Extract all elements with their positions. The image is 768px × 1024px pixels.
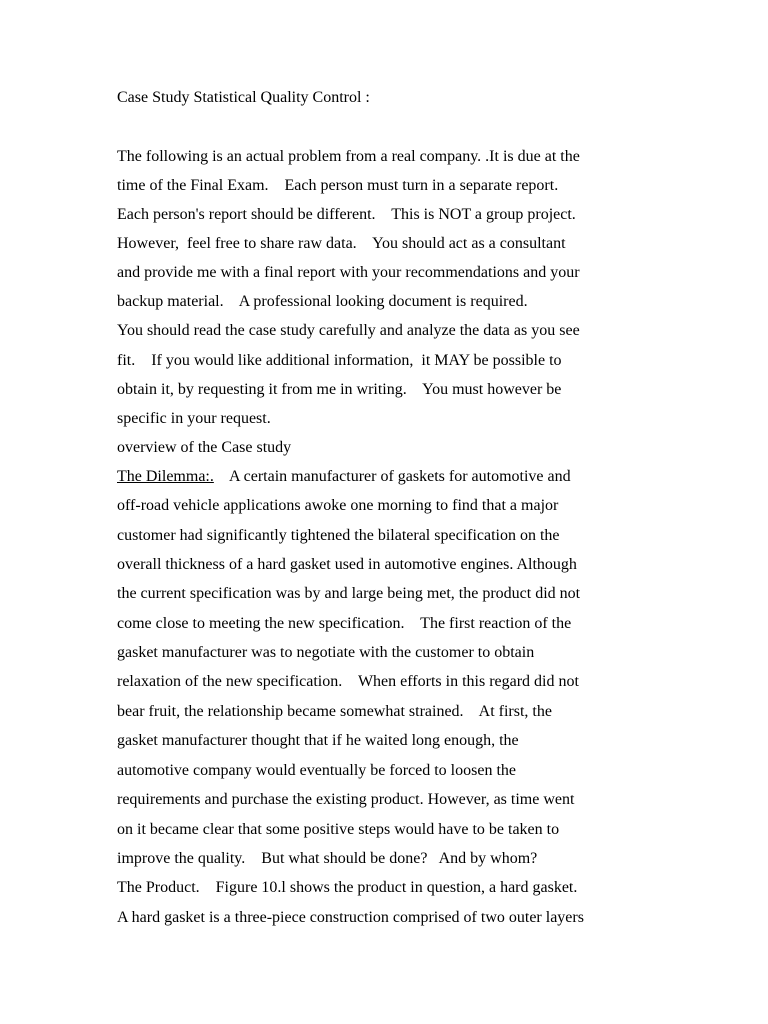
dilemma-first-line-text: A certain manufacturer of gaskets for automotive and xyxy=(213,468,571,485)
dilemma-line: bear fruit, the relationship became somewhat strained. At first, the xyxy=(117,703,552,720)
intro-line: and provide me with a final report with your recommendations and your xyxy=(117,264,580,281)
intro-line: time of the Final Exam. Each person must turn in a separate report. xyxy=(117,177,559,194)
intro-line: Each person's report should be different. This is NOT a group project. xyxy=(117,206,576,223)
dilemma-line: customer had significantly tightened the bilateral specification on the xyxy=(117,527,560,544)
document-title: Case Study Statistical Quality Control : xyxy=(117,89,370,106)
dilemma-line: the current specification was by and large being met, the product did not xyxy=(117,585,581,602)
dilemma-line: gasket manufacturer thought that if he waited long enough, the xyxy=(117,732,519,749)
intro-line: However, feel free to share raw data. You should act as a consultant xyxy=(117,235,566,252)
product-line: The Product. Figure 10.l shows the product in question, a hard gasket. xyxy=(117,879,578,896)
dilemma-heading: The Dilemma:. xyxy=(117,468,214,485)
section-overview-label: overview of the Case study xyxy=(117,439,292,456)
intro-line: obtain it, by requesting it from me in writing. You must however be xyxy=(117,381,562,398)
dilemma-line: on it became clear that some positive steps would have to be taken to xyxy=(117,821,560,838)
dilemma-line: relaxation of the new specification. When efforts in this regard did not xyxy=(117,673,579,690)
intro-line: fit. If you would like additional information, it MAY be possible to xyxy=(117,352,562,369)
dilemma-line: automotive company would eventually be forced to loosen the xyxy=(117,762,516,779)
dilemma-line: requirements and purchase the existing product. However, as time went xyxy=(117,791,575,808)
dilemma-line: gasket manufacturer was to negotiate with the customer to obtain xyxy=(117,644,535,661)
dilemma-line: improve the quality. But what should be done? And by whom? xyxy=(117,850,538,867)
dilemma-first-line xyxy=(117,467,571,487)
intro-line: You should read the case study carefully and analyze the data as you see xyxy=(117,322,580,339)
intro-line: backup material. A professional looking document is required. xyxy=(117,293,528,310)
product-line: A hard gasket is a three-piece construction comprised of two outer layers xyxy=(117,909,584,926)
dilemma-line: overall thickness of a hard gasket used in automotive engines. Although xyxy=(117,556,577,573)
intro-line: specific in your request. xyxy=(117,410,271,427)
dilemma-line: come close to meeting the new specification. The first reaction of the xyxy=(117,615,572,632)
intro-line: The following is an actual problem from a real company. .It is due at the xyxy=(117,148,580,165)
dilemma-line: off-road vehicle applications awoke one morning to find that a major xyxy=(117,497,559,514)
